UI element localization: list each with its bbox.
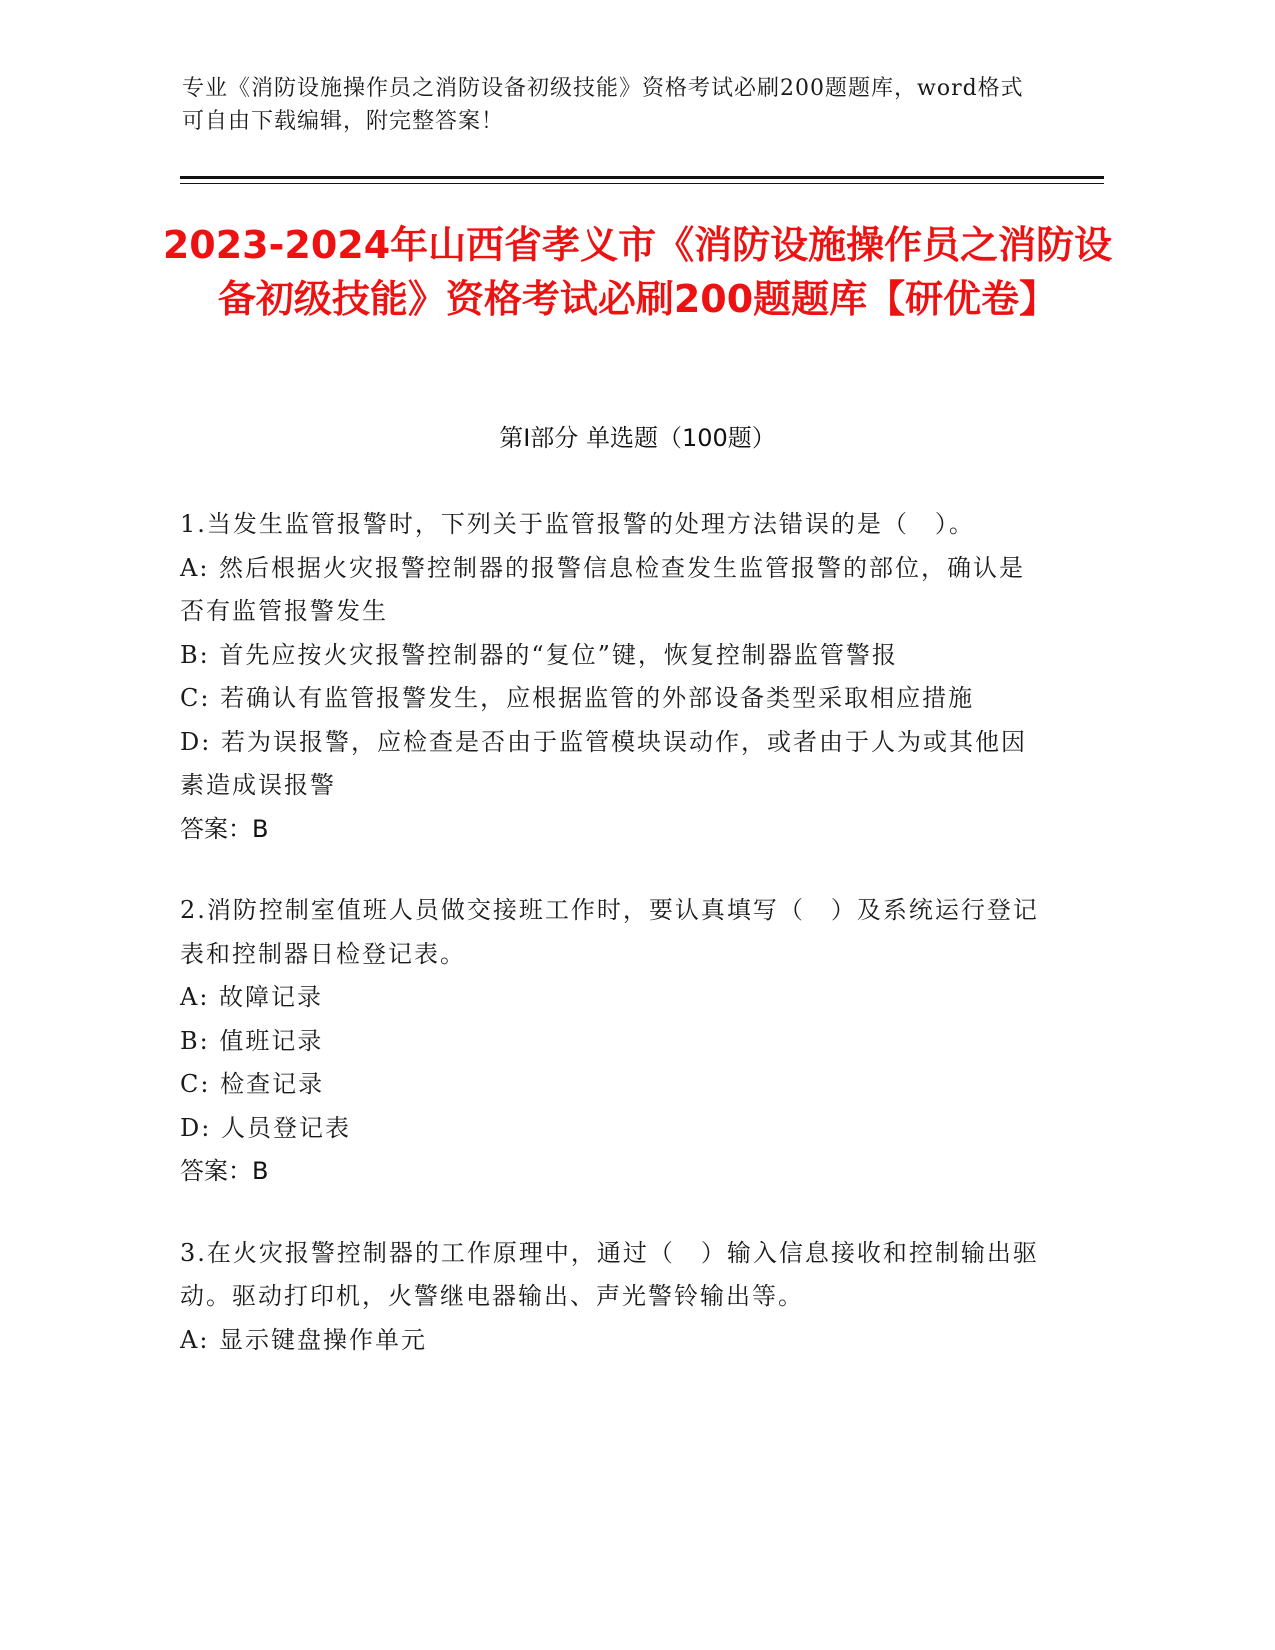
- question-item: [180, 889, 1040, 1194]
- question-list: [180, 503, 1040, 1400]
- question-text: 1.当发生监管报警时，下列关于监管报警的处理方法错误的是（ ）。: [180, 510, 975, 538]
- header-divider-thin: [180, 183, 1104, 184]
- header-note: 专业《消防设施操作员之消防设备初级技能》资格考试必刷200题题库，word格式可自由下载编辑，附完整答案！: [182, 76, 1024, 134]
- question-option: A: 显示键盘操作单元: [180, 1325, 428, 1354]
- question-option: D: 若为误报警，应检查是否由于监管模块误动作，或者由于人为或其他因素造成误报警: [180, 727, 1027, 799]
- header-divider-thick: [180, 176, 1104, 179]
- question-text: 2.消防控制室值班人员做交接班工作时，要认真填写（ ）及系统运行登记表和控制器日检登记表。: [180, 896, 1039, 968]
- question-option: C: 若确认有监管报警发生，应根据监管的外部设备类型采取相应措施: [180, 684, 975, 712]
- question-answer: 答案：B: [180, 814, 269, 843]
- question-option: A: 然后根据火灾报警控制器的报警信息检查发生监管报警的部位，确认是否有监管报警发生: [180, 553, 1026, 625]
- question-option: C: 检查记录: [180, 1070, 325, 1098]
- question-item: [180, 1232, 1040, 1363]
- question-option: A: 故障记录: [180, 983, 324, 1011]
- question-answer: 答案：B: [180, 1157, 269, 1185]
- document-title: 2023-2024年山西省孝义市《消防设施操作员之消防设备初级技能》资格考试必刷200题题库【研优卷】: [162, 223, 1113, 321]
- section-heading: 第Ⅰ部分 单选题（100题）: [499, 424, 776, 452]
- question-option: B: 值班记录: [180, 1026, 324, 1055]
- question-item: [180, 503, 1040, 851]
- question-text: 3.在火灾报警控制器的工作原理中，通过（ ）输入信息接收和控制输出驱动。驱动打印机，火警继电器输出、声光警铃输出等。: [180, 1238, 1039, 1310]
- question-option: D: 人员登记表: [180, 1113, 351, 1142]
- question-option: B: 首先应按火灾报警控制器的“复位”键，恢复控制器监管警报: [180, 640, 898, 669]
